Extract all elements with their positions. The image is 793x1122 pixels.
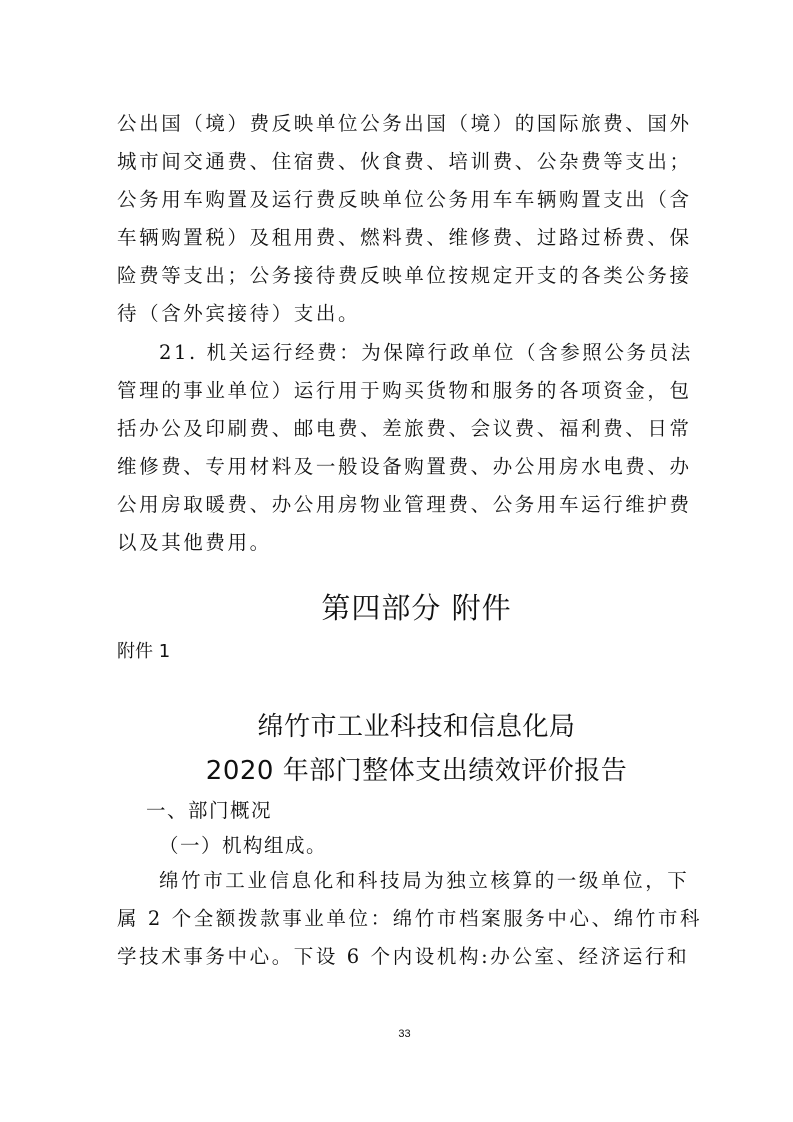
subsection-heading: （一）机构组成。 [159,834,328,857]
text-line: 属 2 个全额拨款事业单位：绵竹市档案服务中心、绵竹市科 [117,907,703,930]
attachment-label: 附件 1 [117,641,171,662]
report-title-line2: 2020 年部门整体支出绩效评价报告 [205,756,628,786]
text-line: 绵竹市工业信息化和科技局为独立核算的一级单位，下 [159,869,690,892]
text-line: 车辆购置税）及租用费、燃料费、维修费、过路过桥费、保 [117,226,692,249]
text-line: 括办公及印刷费、邮电费、差旅费、会议费、福利费、日常 [117,417,692,440]
text-line: 学技术事务中心。下设 6 个内设机构:办公室、经济运行和 [117,945,690,968]
text-line: 公出国（境）费反映单位公务出国（境）的国际旅费、国外 [117,112,692,135]
text-line: 管理的事业单位）运行用于购买货物和服务的各项资金，包 [117,379,692,402]
section-heading: 一、部门概况 [146,799,273,822]
text-line: 维修费、专用材料及一般设备购置费、办公用房水电费、办 [117,455,692,478]
part-title: 第四部分 附件 [321,591,512,625]
text-line: 以及其他费用。 [117,531,272,554]
report-title-line1: 绵竹市工业科技和信息化局 [257,712,576,742]
text-line: 险费等支出；公务接待费反映单位按规定开支的各类公务接 [117,264,692,287]
text-line: 公用房取暖费、办公用房物业管理费、公务用车运行维护费 [117,493,692,516]
text-line: 城市间交通费、住宿费、伙食费、培训费、公杂费等支出； [117,150,692,173]
text-line: 待（含外宾接待）支出。 [117,302,361,325]
text-line: 21. 机关运行经费：为保障行政单位（含参照公务员法 [159,341,693,364]
text-line: 公务用车购置及运行费反映单位公务用车车辆购置支出（含 [117,188,692,211]
page-number: 33 [398,1028,411,1040]
